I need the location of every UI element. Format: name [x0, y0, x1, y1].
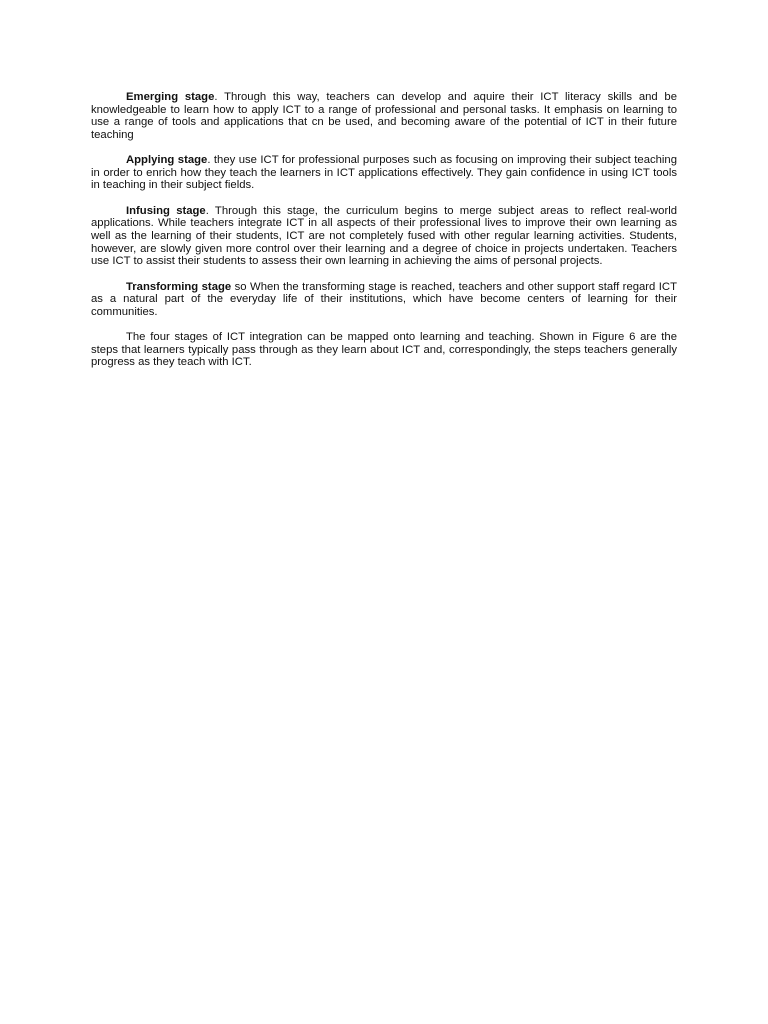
- paragraph-infusing-stage: [91, 205, 677, 268]
- heading-applying-stage: Applying stage: [126, 154, 208, 167]
- document-body: [91, 91, 677, 382]
- heading-emerging-stage: Emerging stage: [126, 91, 215, 103]
- body-infusing-stage: . Through this stage, the curriculum begins to merge subject areas to reflect real-world applications. While teachers integrate ICT in all aspects of their professional lives to improve their own learning as well as the learning of their students, ICT are not completely fused with other regular learning activities. Students, however, are slowly given more control over their learning and a degree of choice in projects undertaken. Teachers use ICT to assist their students to assess their own learning in achieving the aims of personal projects.: [91, 204, 677, 268]
- paragraph-emerging-stage: [91, 91, 677, 141]
- body-summary: The four stages of ICT integration can be mapped onto learning and teaching. Shown in Figure 6 are the steps that learners typically pass through as they learn about ICT and, correspondingly, the steps teachers generally progress as they teach with ICT.: [91, 331, 677, 369]
- heading-infusing-stage: Infusing stage: [126, 204, 206, 217]
- body-emerging-stage: . Through this way, teachers can develop and aquire their ICT literacy skills and be knowledgeable to learn how to apply ICT to a range of professional and personal tasks. It emphasis on learning to use a range of tools and applications that cn be used, and becoming aware of the potential of ICT in their future teaching: [91, 91, 677, 141]
- body-transforming-stage: so When the transforming stage is reached, teachers and other support staff regard ICT as a natural part of the everyday life of their institutions, which have become centers of learning for their communities.: [91, 280, 677, 318]
- body-applying-stage: . they use ICT for professional purposes such as focusing on improving their subject teaching in order to enrich how they teach the learners in ICT applications effectively. They gain confidence in using ICT tools in teaching in their subject fields.: [91, 154, 677, 192]
- heading-transforming-stage: Transforming stage: [126, 280, 232, 293]
- paragraph-summary: [91, 331, 677, 369]
- paragraph-transforming-stage: [91, 281, 677, 319]
- paragraph-applying-stage: [91, 154, 677, 192]
